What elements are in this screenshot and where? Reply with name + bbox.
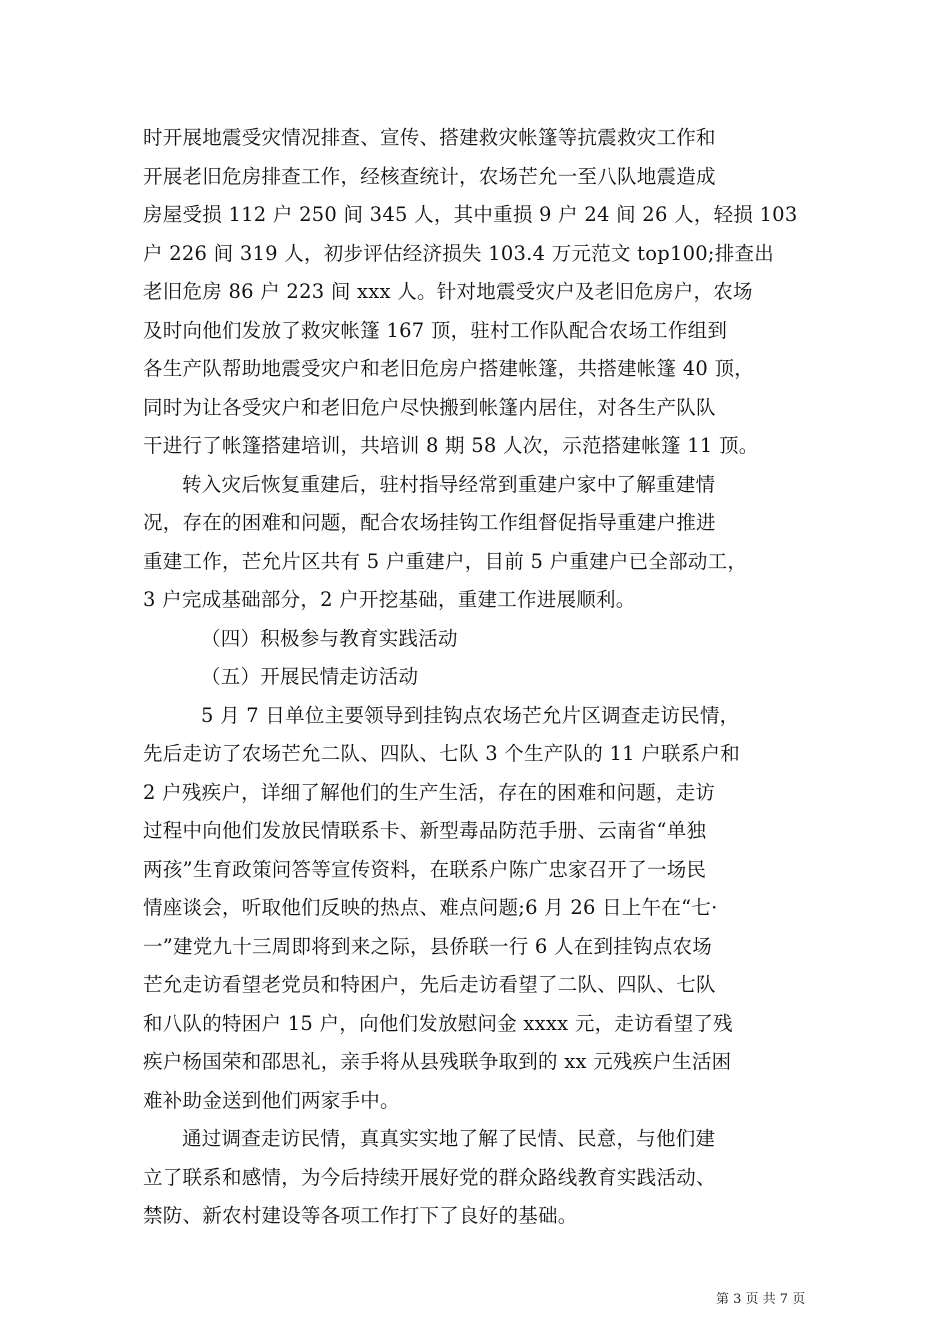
text-line: 老旧危房 86 户 223 间 xxx 人。针对地震受灾户及老旧危房户，农场 bbox=[143, 280, 753, 303]
text-line: 况，存在的困难和问题，配合农场挂钩工作组督促指导重建户推进 bbox=[143, 511, 716, 534]
text-line: 疾户杨国荣和邵思礼，亲手将从县残联争取到的 xx 元残疾户生活困 bbox=[143, 1050, 732, 1073]
text-line: 情座谈会，听取他们反映的热点、难点问题;6 月 26 日上午在“七· bbox=[143, 896, 718, 919]
paragraph-start-line: 转入灾后恢复重建后，驻村指导经常到重建户家中了解重建情 bbox=[182, 472, 716, 496]
text-line: 2 户残疾户，详细了解他们的生产生活，存在的困难和问题，走访 bbox=[143, 780, 716, 804]
text-line: 时开展地震受灾情况排查、宣传、搭建救灾帐篷等抗震救灾工作和 bbox=[143, 126, 716, 149]
text-line: 难补助金送到他们两家手中。 bbox=[143, 1088, 400, 1112]
page-number: 第 3 页 共 7 页 bbox=[716, 1292, 806, 1307]
document-body bbox=[143, 119, 811, 1236]
text-line: 重建工作，芒允片区共有 5 户重建户，目前 5 户重建户已全部动工， bbox=[143, 549, 748, 573]
text-line: 立了联系和感情，为今后持续开展好党的群众路线教育实践活动、 bbox=[143, 1165, 716, 1189]
text-line: 各生产队帮助地震受灾户和老旧危房户搭建帐篷，共搭建帐篷 40 顶， bbox=[143, 357, 754, 380]
text-line: 户 226 间 319 人，初步评估经济损失 103.4 万元范文 top100;排查出 bbox=[143, 241, 775, 265]
text-line: 同时为让各受灾户和老旧危户尽快搬到帐篷内居住，对各生产队队 bbox=[143, 395, 716, 419]
section-heading-4: （四）积极参与教育实践活动 bbox=[201, 626, 458, 650]
text-line: 和八队的特困户 15 户，向他们发放慰问金 xxxx 元，走访看望了残 bbox=[143, 1011, 733, 1035]
text-line: 过程中向他们发放民情联系卡、新型毒品防范手册、云南省“单独 bbox=[143, 819, 707, 842]
text-line: 先后走访了农场芒允二队、四队、七队 3 个生产队的 11 户联系户和 bbox=[143, 742, 741, 765]
text-line: 干进行了帐篷搭建培训，共培训 8 期 58 人次，示范搭建帐篷 11 顶。 bbox=[143, 434, 759, 457]
section-heading-5: （五）开展民情走访活动 bbox=[201, 665, 419, 688]
paragraph-start-line: 5 月 7 日单位主要领导到挂钩点农场芒允片区调查走访民情， bbox=[201, 703, 740, 727]
text-line: 两孩”生育政策问答等宣传资料，在联系户陈广忠家召开了一场民 bbox=[143, 857, 707, 881]
text-line: 芒允走访看望老党员和特困户，先后走访看望了二队、四队、七队 bbox=[143, 973, 716, 996]
paragraph-start-line: 通过调查走访民情，真真实实地了解了民情、民意，与他们建 bbox=[182, 1127, 716, 1150]
text-line: 一”建党九十三周即将到来之际，县侨联一行 6 人在到挂钩点农场 bbox=[143, 934, 713, 958]
text-line: 房屋受损 112 户 250 间 345 人，其中重损 9 户 24 间 26 人，轻损 103 bbox=[143, 203, 798, 226]
text-line: 开展老旧危房排查工作，经核查统计，农场芒允一至八队地震造成 bbox=[143, 164, 716, 188]
text-line: 禁防、新农村建设等各项工作打下了良好的基础。 bbox=[143, 1204, 578, 1227]
text-line: 及时向他们发放了救灾帐篷 167 顶，驻村工作队配合农场工作组到 bbox=[143, 318, 728, 342]
text-line: 3 户完成基础部分，2 户开挖基础，重建工作进展顺利。 bbox=[143, 588, 636, 611]
